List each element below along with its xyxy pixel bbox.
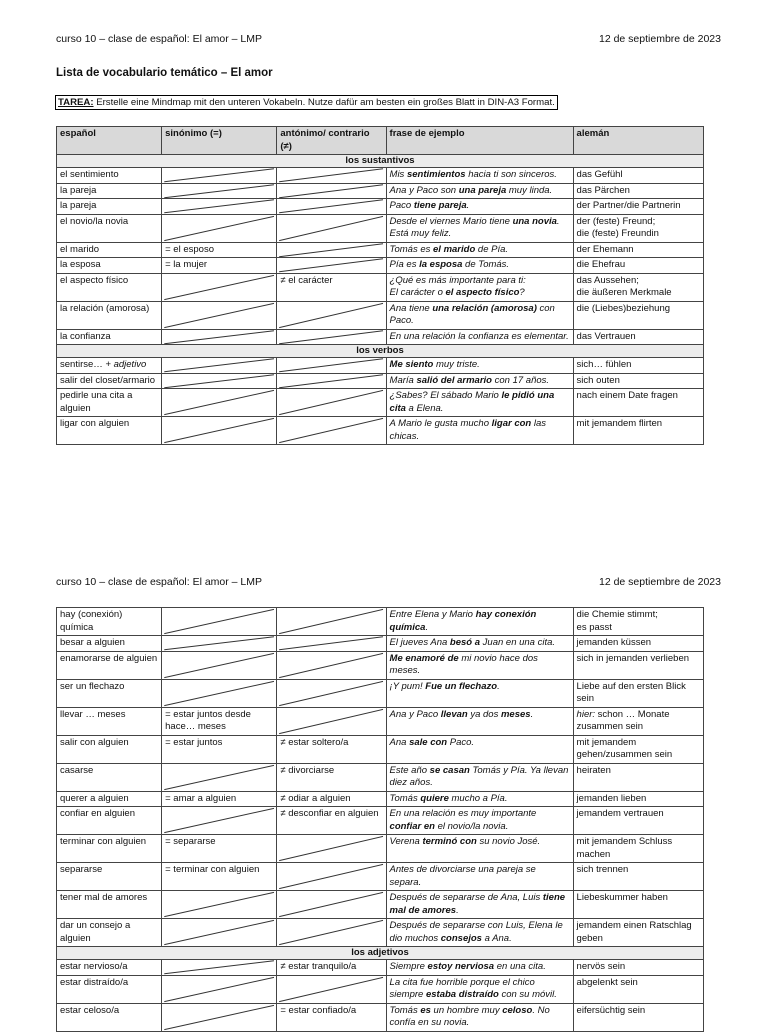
- german-translation: mit jemandem Schluss machen: [573, 835, 703, 863]
- spanish-term: besar a alguien: [57, 636, 162, 652]
- german-translation: das Aussehen; die äußeren Merkmale: [573, 273, 703, 301]
- crossed-out-cell-icon: [277, 243, 385, 258]
- spanish-term: ser un flechazo: [57, 679, 162, 707]
- col-header-synonym: sinónimo (=): [162, 127, 277, 155]
- spanish-term: querer a alguien: [57, 791, 162, 807]
- antonym: [277, 863, 386, 891]
- antonym: [277, 608, 386, 636]
- vocab-table-page1: [56, 126, 704, 445]
- crossed-out-cell-icon: [277, 608, 385, 635]
- crossed-out-cell-icon: [277, 199, 385, 214]
- spanish-term: hay (conexión) química: [57, 608, 162, 636]
- german-translation: jemandem vertrauen: [573, 807, 703, 835]
- crossed-out-cell-icon: [162, 891, 276, 918]
- antonym: [277, 707, 386, 735]
- example-sentence: Tomás quiere mucho a Pía.: [386, 791, 573, 807]
- spanish-term: pedirle una cita a alguien: [57, 389, 162, 417]
- crossed-out-cell-icon: [277, 330, 385, 345]
- table-row: [57, 763, 704, 791]
- antonym: [277, 636, 386, 652]
- german-translation: mit jemandem flirten: [573, 417, 703, 445]
- crossed-out-cell-icon: [277, 976, 385, 1003]
- crossed-out-cell-icon: [277, 258, 385, 273]
- crossed-out-cell-icon: [277, 652, 385, 679]
- crossed-out-cell-icon: [162, 608, 276, 635]
- table-row: [57, 242, 704, 258]
- synonym: = estar juntos: [162, 735, 277, 763]
- spanish-term: dar un consejo a alguien: [57, 919, 162, 947]
- table-row: [57, 273, 704, 301]
- spanish-term: confiar en alguien: [57, 807, 162, 835]
- spanish-term: enamorarse de alguien: [57, 651, 162, 679]
- antonym: = estar confiado/a: [277, 1003, 386, 1031]
- example-sentence: A Mario le gusta mucho ligar con las chicas.: [386, 417, 573, 445]
- synonym: [162, 417, 277, 445]
- example-sentence: ¡Y pum! Fue un flechazo.: [386, 679, 573, 707]
- table-row: [57, 199, 704, 215]
- synonym: [162, 975, 277, 1003]
- german-translation: jemanden küssen: [573, 636, 703, 652]
- antonym: [277, 975, 386, 1003]
- spanish-term: tener mal de amores: [57, 891, 162, 919]
- section-row: [57, 155, 704, 168]
- synonym: [162, 763, 277, 791]
- german-translation: der (feste) Freund; die (feste) Freundin: [573, 214, 703, 242]
- synonym: = el esposo: [162, 242, 277, 258]
- vocab-table-page2: [56, 607, 704, 1032]
- table-row: [57, 258, 704, 274]
- section-row: [57, 947, 704, 960]
- antonym: [277, 679, 386, 707]
- table-row: [57, 791, 704, 807]
- antonym: [277, 199, 386, 215]
- german-translation: nach einem Date fragen: [573, 389, 703, 417]
- table-row: [57, 735, 704, 763]
- crossed-out-cell-icon: [162, 960, 276, 975]
- example-sentence: María salió del armario con 17 años.: [386, 373, 573, 389]
- table-row: [57, 168, 704, 184]
- synonym: [162, 358, 277, 374]
- crossed-out-cell-icon: [277, 680, 385, 707]
- table-row: [57, 183, 704, 199]
- spanish-term: terminar con alguien: [57, 835, 162, 863]
- spanish-term: la relación (amorosa): [57, 301, 162, 329]
- spanish-term: salir del closet/armario: [57, 373, 162, 389]
- page2-header: [56, 576, 721, 588]
- task-box: [55, 95, 558, 110]
- spanish-term: la esposa: [57, 258, 162, 274]
- example-sentence: Después de separarse con Luis, Elena le dio muchos consejos a Ana.: [386, 919, 573, 947]
- example-sentence: Me enamoré de mi novio hace dos meses.: [386, 651, 573, 679]
- synonym: = amar a alguien: [162, 791, 277, 807]
- table-row: [57, 960, 704, 976]
- spanish-term: estar nervioso/a: [57, 960, 162, 976]
- synonym: [162, 329, 277, 345]
- german-translation: sich in jemanden verlieben: [573, 651, 703, 679]
- crossed-out-cell-icon: [277, 891, 385, 918]
- antonym: ≠ odiar a alguien: [277, 791, 386, 807]
- antonym: [277, 301, 386, 329]
- table-row: [57, 679, 704, 707]
- synonym: = terminar con alguien: [162, 863, 277, 891]
- antonym: [277, 373, 386, 389]
- page1-header: [56, 33, 721, 45]
- crossed-out-cell-icon: [277, 302, 385, 329]
- table-row: [57, 891, 704, 919]
- german-translation: der Partner/die Partnerin: [573, 199, 703, 215]
- antonym: [277, 168, 386, 184]
- crossed-out-cell-icon: [277, 168, 385, 183]
- table-row: [57, 636, 704, 652]
- synonym: [162, 168, 277, 184]
- german-translation: heiraten: [573, 763, 703, 791]
- antonym: ≠ estar soltero/a: [277, 735, 386, 763]
- example-sentence: ¿Qué es más importante para ti: El carácter o el aspecto físico?: [386, 273, 573, 301]
- date-label: 12 de septiembre de 2023: [598, 33, 721, 45]
- example-sentence: Pía es la esposa de Tomás.: [386, 258, 573, 274]
- table-row: [57, 301, 704, 329]
- crossed-out-cell-icon: [277, 184, 385, 199]
- german-translation: die Chemie stimmt; es passt: [573, 608, 703, 636]
- spanish-term: separarse: [57, 863, 162, 891]
- synonym: [162, 199, 277, 215]
- example-sentence: Después de separarse de Ana, Luis tiene mal de amores.: [386, 891, 573, 919]
- synonym: = estar juntos desde hace… meses: [162, 707, 277, 735]
- crossed-out-cell-icon: [162, 274, 276, 301]
- spanish-term: llevar … meses: [57, 707, 162, 735]
- crossed-out-cell-icon: [277, 417, 385, 444]
- example-sentence: Antes de divorciarse una pareja se separa.: [386, 863, 573, 891]
- example-sentence: Ana sale con Paco.: [386, 735, 573, 763]
- synonym: = la mujer: [162, 258, 277, 274]
- crossed-out-cell-icon: [162, 358, 276, 373]
- section-row: [57, 345, 704, 358]
- german-translation: hier: schon … Monate zusammen sein: [573, 707, 703, 735]
- col-header-example: frase de ejemplo: [386, 127, 573, 155]
- synonym: [162, 273, 277, 301]
- example-sentence: La cita fue horrible porque el chico siempre estaba distraído con su móvil.: [386, 975, 573, 1003]
- german-translation: abgelenkt sein: [573, 975, 703, 1003]
- antonym: [277, 651, 386, 679]
- table-row: [57, 373, 704, 389]
- section-label: los adjetivos: [57, 947, 704, 960]
- spanish-term: la pareja: [57, 183, 162, 199]
- section-label: los verbos: [57, 345, 704, 358]
- example-sentence: Desde el viernes Mario tiene una novia. Está muy feliz.: [386, 214, 573, 242]
- spanish-term: estar celoso/a: [57, 1003, 162, 1031]
- german-translation: die Ehefrau: [573, 258, 703, 274]
- course-label: curso 10 – clase de español: El amor – LMP: [56, 33, 263, 45]
- example-sentence: Tomás es el marido de Pía.: [386, 242, 573, 258]
- synonym: [162, 891, 277, 919]
- synonym: [162, 183, 277, 199]
- synonym: [162, 301, 277, 329]
- synonym: [162, 807, 277, 835]
- spanish-term: estar distraído/a: [57, 975, 162, 1003]
- antonym: [277, 242, 386, 258]
- table-row: [57, 707, 704, 735]
- spanish-term: el sentimiento: [57, 168, 162, 184]
- spanish-term: el novio/la novia: [57, 214, 162, 242]
- crossed-out-cell-icon: [162, 184, 276, 199]
- table-row: [57, 807, 704, 835]
- crossed-out-cell-icon: [277, 835, 385, 862]
- spanish-term: la confianza: [57, 329, 162, 345]
- table-row: [57, 651, 704, 679]
- synonym: = separarse: [162, 835, 277, 863]
- spanish-term: ligar con alguien: [57, 417, 162, 445]
- synonym: [162, 389, 277, 417]
- antonym: ≠ el carácter: [277, 273, 386, 301]
- german-translation: die (Liebes)beziehung: [573, 301, 703, 329]
- german-translation: eifersüchtig sein: [573, 1003, 703, 1031]
- table-row: [57, 835, 704, 863]
- antonym: [277, 835, 386, 863]
- col-header-antonym: antónimo/ contrario (≠): [277, 127, 386, 155]
- table-header-row: [57, 127, 704, 155]
- german-translation: jemandem einen Ratschlag geben: [573, 919, 703, 947]
- crossed-out-cell-icon: [277, 215, 385, 242]
- antonym: [277, 358, 386, 374]
- german-translation: das Gefühl: [573, 168, 703, 184]
- table-row: [57, 417, 704, 445]
- task-text: Erstelle eine Mindmap mit den unteren Vokabeln. Nutze dafür am besten ein großes Blatt in DIN-A3 Format.: [93, 97, 555, 108]
- german-translation: Liebe auf den ersten Blick sein: [573, 679, 703, 707]
- crossed-out-cell-icon: [277, 636, 385, 651]
- example-sentence: Me siento muy triste.: [386, 358, 573, 374]
- german-translation: das Pärchen: [573, 183, 703, 199]
- crossed-out-cell-icon: [277, 358, 385, 373]
- crossed-out-cell-icon: [162, 330, 276, 345]
- example-sentence: Ana y Paco llevan ya dos meses.: [386, 707, 573, 735]
- col-header-spanish: español: [57, 127, 162, 155]
- crossed-out-cell-icon: [162, 976, 276, 1003]
- example-sentence: Ana tiene una relación (amorosa) con Paco.: [386, 301, 573, 329]
- date-label: 12 de septiembre de 2023: [598, 576, 721, 588]
- crossed-out-cell-icon: [277, 863, 385, 890]
- german-translation: das Vertrauen: [573, 329, 703, 345]
- crossed-out-cell-icon: [162, 652, 276, 679]
- table-row: [57, 863, 704, 891]
- antonym: [277, 258, 386, 274]
- antonym: [277, 329, 386, 345]
- table-row: [57, 329, 704, 345]
- task-label: TAREA:: [58, 97, 94, 108]
- german-translation: Liebeskummer haben: [573, 891, 703, 919]
- synonym: [162, 919, 277, 947]
- table-row: [57, 389, 704, 417]
- example-sentence: En una relación la confianza es elementar.: [386, 329, 573, 345]
- page-title: Lista de vocabulario temático – El amor: [56, 67, 273, 79]
- spanish-term: el marido: [57, 242, 162, 258]
- antonym: [277, 891, 386, 919]
- spanish-term: salir con alguien: [57, 735, 162, 763]
- example-sentence: ¿Sabes? El sábado Mario le pidió una cita a Elena.: [386, 389, 573, 417]
- antonym: ≠ desconfiar en alguien: [277, 807, 386, 835]
- table-row: [57, 975, 704, 1003]
- antonym: [277, 417, 386, 445]
- german-translation: mit jemandem gehen/zusammen sein: [573, 735, 703, 763]
- crossed-out-cell-icon: [277, 374, 385, 389]
- crossed-out-cell-icon: [162, 215, 276, 242]
- table-row: [57, 919, 704, 947]
- course-label: curso 10 – clase de español: El amor – LMP: [56, 576, 263, 588]
- synonym: [162, 679, 277, 707]
- crossed-out-cell-icon: [162, 764, 276, 791]
- example-sentence: Este año se casan Tomás y Pía. Ya llevan diez años.: [386, 763, 573, 791]
- table-row: [57, 1003, 704, 1031]
- spanish-term: casarse: [57, 763, 162, 791]
- example-sentence: Tomás es un hombre muy celoso. No confía en su novia.: [386, 1003, 573, 1031]
- crossed-out-cell-icon: [277, 919, 385, 946]
- crossed-out-cell-icon: [162, 417, 276, 444]
- german-translation: der Ehemann: [573, 242, 703, 258]
- german-translation: sich trennen: [573, 863, 703, 891]
- crossed-out-cell-icon: [162, 636, 276, 651]
- example-sentence: Mis sentimientos hacia ti son sinceros.: [386, 168, 573, 184]
- example-sentence: Ana y Paco son una pareja muy linda.: [386, 183, 573, 199]
- example-sentence: Paco tiene pareja.: [386, 199, 573, 215]
- example-sentence: Verena terminó con su novio José.: [386, 835, 573, 863]
- crossed-out-cell-icon: [162, 680, 276, 707]
- spanish-term: la pareja: [57, 199, 162, 215]
- crossed-out-cell-icon: [162, 302, 276, 329]
- synonym: [162, 608, 277, 636]
- crossed-out-cell-icon: [162, 389, 276, 416]
- crossed-out-cell-icon: [162, 374, 276, 389]
- example-sentence: El jueves Ana besó a Juan en una cita.: [386, 636, 573, 652]
- german-translation: jemanden lieben: [573, 791, 703, 807]
- synonym: [162, 214, 277, 242]
- spanish-term: sentirse… + adjetivo: [57, 358, 162, 374]
- example-sentence: En una relación es muy importante confiar en el novio/la novia.: [386, 807, 573, 835]
- antonym: ≠ estar tranquilo/a: [277, 960, 386, 976]
- crossed-out-cell-icon: [277, 389, 385, 416]
- antonym: [277, 214, 386, 242]
- antonym: [277, 183, 386, 199]
- table-row: [57, 214, 704, 242]
- synonym: [162, 1003, 277, 1031]
- col-header-german: alemán: [573, 127, 703, 155]
- example-sentence: Siempre estoy nerviosa en una cita.: [386, 960, 573, 976]
- antonym: ≠ divorciarse: [277, 763, 386, 791]
- synonym: [162, 373, 277, 389]
- german-translation: sich outen: [573, 373, 703, 389]
- spanish-term: el aspecto físico: [57, 273, 162, 301]
- crossed-out-cell-icon: [277, 708, 385, 735]
- crossed-out-cell-icon: [162, 919, 276, 946]
- synonym: [162, 651, 277, 679]
- section-label: los sustantivos: [57, 155, 704, 168]
- german-translation: sich… fühlen: [573, 358, 703, 374]
- crossed-out-cell-icon: [162, 1004, 276, 1031]
- crossed-out-cell-icon: [162, 168, 276, 183]
- german-translation: nervös sein: [573, 960, 703, 976]
- example-sentence: Entre Elena y Mario hay conexión química.: [386, 608, 573, 636]
- antonym: [277, 389, 386, 417]
- synonym: [162, 960, 277, 976]
- crossed-out-cell-icon: [162, 807, 276, 834]
- antonym: [277, 919, 386, 947]
- synonym: [162, 636, 277, 652]
- crossed-out-cell-icon: [162, 199, 276, 214]
- table-row: [57, 608, 704, 636]
- table-row: [57, 358, 704, 374]
